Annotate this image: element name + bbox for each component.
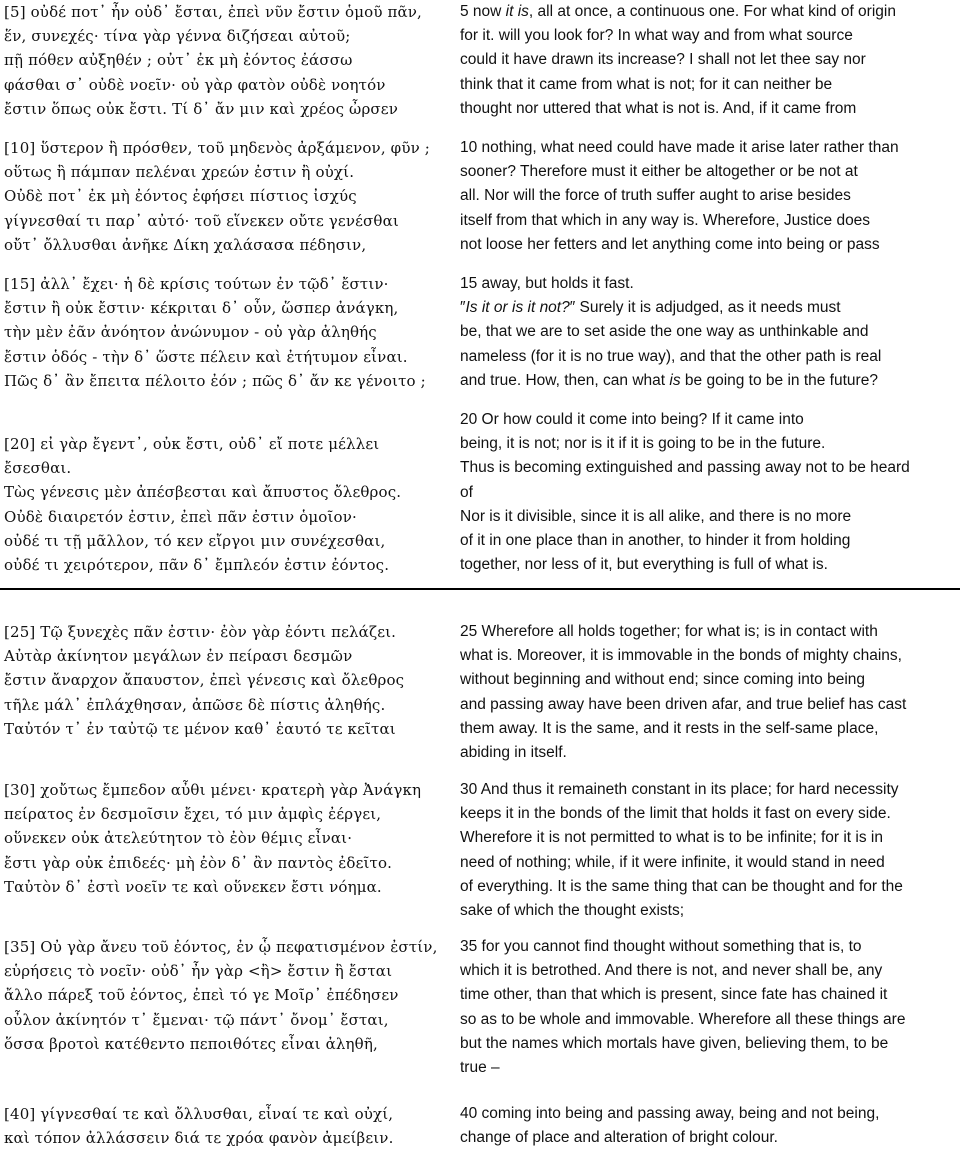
greek-line: Τὼς γένεσις μὲν ἀπέσβεσται καὶ ἄπυστος ὄλεθρος. xyxy=(4,483,402,502)
greek-line: τῆλε μάλ᾽ ἐπλάχθησαν, ἀπῶσε δὲ πίστις ἀληθής. xyxy=(4,695,386,714)
english-line: keeps it in the bonds of the limit that holds it fast on every side. xyxy=(460,805,891,823)
greek-line: Οὐδὲ διαιρετόν ἐστιν, ἐπεὶ πᾶν ἐστιν ὁμοῖον· xyxy=(4,507,357,526)
greek-line: οὐδέ τι τῇ μᾶλλον, τό κεν εἴργοι μιν συνέχεσθαι, xyxy=(4,531,386,550)
greek-stanza-40 xyxy=(4,1102,444,1150)
greek-line: Πῶς δ᾽ ἂν ἔπειτα πέλοιτο ἐόν ; πῶς δ᾽ ἄν κε γένοιτο ; xyxy=(4,371,426,390)
greek-stanza-25 xyxy=(4,620,444,741)
english-stanza-5 xyxy=(460,0,956,121)
english-line: Thus is becoming extinguished and passing away not to be heard xyxy=(460,459,910,477)
greek-line: ἔστι γὰρ οὐκ ἐπιδεές· μὴ ἐὸν δ᾽ ἂν παντὸς ἐδεῖτο. xyxy=(4,853,393,872)
english-line: them away. It is the same, and it rests in the self-same place, xyxy=(460,719,879,737)
greek-line: ἄλλο πάρεξ τοῦ ἐόντος, ἐπεὶ τό γε Μοῖρ᾽ ἐπέδησεν xyxy=(4,986,399,1005)
greek-line: [5] οὐδέ ποτ᾽ ἦν οὐδ᾽ ἔσται, ἐπεὶ νῦν ἔστιν ὁμοῦ πᾶν, xyxy=(4,3,422,21)
english-line: 5 now it is, all at once, a continuous one. For what kind of origin xyxy=(460,3,896,20)
english-stanza-10 xyxy=(460,136,956,257)
greek-line: πῇ πόθεν αὐξηθέν ; οὐτ᾽ ἐκ μὴ ἐόντος ἐάσσω xyxy=(4,51,353,70)
english-line: 35 for you cannot find thought without something that is, to xyxy=(460,938,862,955)
greek-line: ἔστιν ἢ οὐκ ἔστιν· κέκριται δ᾽ οὖν, ὥσπερ ἀνάγκη, xyxy=(4,299,399,318)
english-stanza-35 xyxy=(460,935,956,1080)
english-stanza-15 xyxy=(460,272,956,393)
english-line: Nor is it divisible, since it is all alike, and there is no more xyxy=(460,507,852,525)
greek-line: [30] χοὔτως ἔμπεδον αὖθι μένει· κρατερὴ γὰρ Ἀνάγκη xyxy=(4,781,422,799)
english-line: all. Nor will the force of truth suffer aught to arise besides xyxy=(460,187,851,205)
greek-line: [10] ὕστερον ἢ πρόσθεν, τοῦ μηδενὸς ἀρξάμενον, φῦν ; xyxy=(4,139,430,157)
greek-line: πείρατος ἐν δεσμοῖσιν ἔχει, τό μιν ἀμφὶς ἐέργει, xyxy=(4,805,382,824)
english-line: 15 away, but holds it fast. xyxy=(460,275,634,292)
greek-line: Οὐδὲ ποτ᾽ ἐκ μὴ ἐόντος ἐφήσει πίστιος ἰσχύς xyxy=(4,187,357,206)
section-divider xyxy=(0,588,960,590)
english-line: change of place and alteration of bright colour. xyxy=(460,1129,778,1147)
greek-stanza-15 xyxy=(4,272,444,393)
greek-line: [15] ἀλλ᾽ ἔχει· ἡ δὲ κρίσις τούτων ἐν τῷδ᾽ ἔστιν· xyxy=(4,275,389,293)
english-line: being, it is not; nor is it if it is going to be in the future. xyxy=(460,435,826,453)
greek-stanza-5 xyxy=(4,0,444,121)
english-line: of xyxy=(460,483,473,501)
english-stanza-20 xyxy=(460,408,956,577)
english-line: time other, than that which is present, since fate has chained it xyxy=(460,986,888,1004)
greek-line: οὕνεκεν οὐκ ἀτελεύτητον τὸ ἐὸν θέμις εἶναι· xyxy=(4,829,353,848)
english-line: 30 And thus it remaineth constant in its place; for hard necessity xyxy=(460,781,899,798)
english-line: need of nothing; while, if it were infinite, it would stand in need xyxy=(460,853,885,871)
greek-line: [35] Οὐ γὰρ ἄνευ τοῦ ἐόντος, ἐν ᾧ πεφατισμένον ἐστίν, xyxy=(4,938,438,956)
english-line: itself from that which in any way is. Wherefore, Justice does xyxy=(460,211,871,229)
greek-line: Ταὐτὸν δ᾽ ἐστὶ νοεῖν τε καὶ οὕνεκεν ἔστι νόημα. xyxy=(4,877,382,896)
english-line: so as to be whole and immovable. Wherefore all these things are xyxy=(460,1010,906,1028)
english-line: think that it came from what is not; for it can neither be xyxy=(460,75,833,93)
greek-line: οὖλον ἀκίνητόν τ᾽ ἔμεναι· τῷ πάντ᾽ ὄνομ᾽ ἔσται, xyxy=(4,1010,389,1029)
english-line: for it. will you look for? In what way and from what source xyxy=(460,27,853,45)
greek-line: ἔστιν ὅπως οὐκ ἔστι. Τί δ᾽ ἄν μιν καὶ χρέος ὦρσεν xyxy=(4,99,398,118)
greek-line: ὅσσα βροτοὶ κατέθεντο πεποιθότες εἶναι ἀληθῆ, xyxy=(4,1034,378,1053)
greek-line: τὴν μὲν ἐᾶν ἀνόητον ἀνώνυμον - οὐ γὰρ ἀληθής xyxy=(4,323,377,342)
english-line: abiding in itself. xyxy=(460,744,567,762)
greek-line: [25] Τῷ ξυνεχὲς πᾶν ἐστιν· ἐὸν γὰρ ἐόντι πελάζει. xyxy=(4,623,397,641)
english-stanza-30 xyxy=(460,778,956,923)
greek-stanza-35 xyxy=(4,935,444,1056)
greek-line: [40] γίγνεσθαί τε καὶ ὄλλυσθαι, εἶναί τε καὶ οὐχί, xyxy=(4,1105,394,1123)
greek-line: Αὐτὰρ ἀκίνητον μεγάλων ἐν πείρασι δεσμῶν xyxy=(4,647,353,666)
english-line: and true. How, then, can what is be going to be in the future? xyxy=(460,371,878,389)
greek-line: ἔστιν ἄναρχον ἄπαυστον, ἐπεὶ γένεσις καὶ ὄλεθρος xyxy=(4,671,405,690)
english-line: which it is betrothed. And there is not, and never shall be, any xyxy=(460,962,883,980)
greek-line: οὕτως ἢ πάμπαν πελέναι χρεών ἐστιν ἢ οὐχί. xyxy=(4,163,355,182)
english-line: ″Is it or is it not?″ Surely it is adjudged, as it needs must xyxy=(460,299,841,317)
greek-line: ἕν, συνεχές· τίνα γὰρ γέννα διζήσεαι αὐτοῦ; xyxy=(4,27,351,46)
greek-line: οὔτ᾽ ὄλλυσθαι ἀνῆκε Δίκη χαλάσασα πέδησιν, xyxy=(4,235,367,254)
greek-line: [20] εἰ γὰρ ἔγεντ᾽, οὐκ ἔστι, οὐδ᾽ εἴ ποτε μέλλει xyxy=(4,435,380,453)
english-line: of everything. It is the same thing that can be thought and for the xyxy=(460,877,903,895)
greek-line: καὶ τόπον ἀλλάσσειν διά τε χρόα φανὸν ἀμείβειν. xyxy=(4,1129,394,1148)
english-line: what is. Moreover, it is immovable in the bonds of mighty chains, xyxy=(460,647,902,665)
english-line: thought nor uttered that what is not is. And, if it came from xyxy=(460,99,857,117)
english-line: be, that we are to set aside the one way as unthinkable and xyxy=(460,323,869,341)
english-line: 25 Wherefore all holds together; for what is; is in contact with xyxy=(460,623,878,640)
english-line: 20 Or how could it come into being? If it came into xyxy=(460,411,804,428)
english-stanza-40 xyxy=(460,1102,956,1150)
english-line: and passing away have been driven afar, and true belief has cast xyxy=(460,695,907,713)
english-line: 10 nothing, what need could have made it arise later rather than xyxy=(460,139,899,156)
greek-line: φάσθαι σ᾽ οὐδὲ νοεῖν· οὐ γὰρ φατὸν οὐδὲ νοητόν xyxy=(4,75,386,94)
greek-stanza-20 xyxy=(4,432,444,577)
english-line: not loose her fetters and let anything come into being or pass xyxy=(460,235,880,253)
english-line: true – xyxy=(460,1059,500,1077)
greek-line: οὐδέ τι χειρότερον, πᾶν δ᾽ ἔμπλεόν ἐστιν ἐόντος. xyxy=(4,556,390,575)
greek-line: Ταὐτόν τ᾽ ἐν ταὐτῷ τε μένον καθ᾽ ἑαυτό τε κεῖται xyxy=(4,719,396,738)
english-line: sake of which the thought exists; xyxy=(460,902,685,920)
english-line: of it in one place than in another, to hinder it from holding xyxy=(460,532,851,550)
greek-stanza-30 xyxy=(4,778,444,899)
greek-stanza-10 xyxy=(4,136,444,257)
english-line: but the names which mortals have given, believing them, to be xyxy=(460,1034,889,1052)
english-line: Wherefore it is not permitted to what is to be infinite; for it is in xyxy=(460,829,883,847)
greek-line: εὑρήσεις τὸ νοεῖν· οὐδ᾽ ἦν γὰρ <ἢ> ἔστιν ἢ ἔσται xyxy=(4,962,393,981)
english-line: together, nor less of it, but everything is full of what is. xyxy=(460,556,828,574)
english-line: without beginning and without end; since coming into being xyxy=(460,671,865,689)
greek-line: γίγνεσθαί τι παρ᾽ αὐτό· τοῦ εἵνεκεν οὔτε γενέσθαι xyxy=(4,211,399,230)
greek-line: ἔστιν ὁδός - τὴν δ᾽ ὥστε πέλειν καὶ ἐτήτυμον εἶναι. xyxy=(4,347,408,366)
english-line: 40 coming into being and passing away, being and not being, xyxy=(460,1105,880,1122)
english-stanza-25 xyxy=(460,620,956,765)
english-line: sooner? Therefore must it either be altogether or be not at xyxy=(460,163,858,181)
greek-line: ἔσεσθαι. xyxy=(4,459,72,478)
english-line: could it have drawn its increase? I shall not let thee say nor xyxy=(460,51,866,69)
english-line: nameless (for it is no true way), and that the other path is real xyxy=(460,347,882,365)
